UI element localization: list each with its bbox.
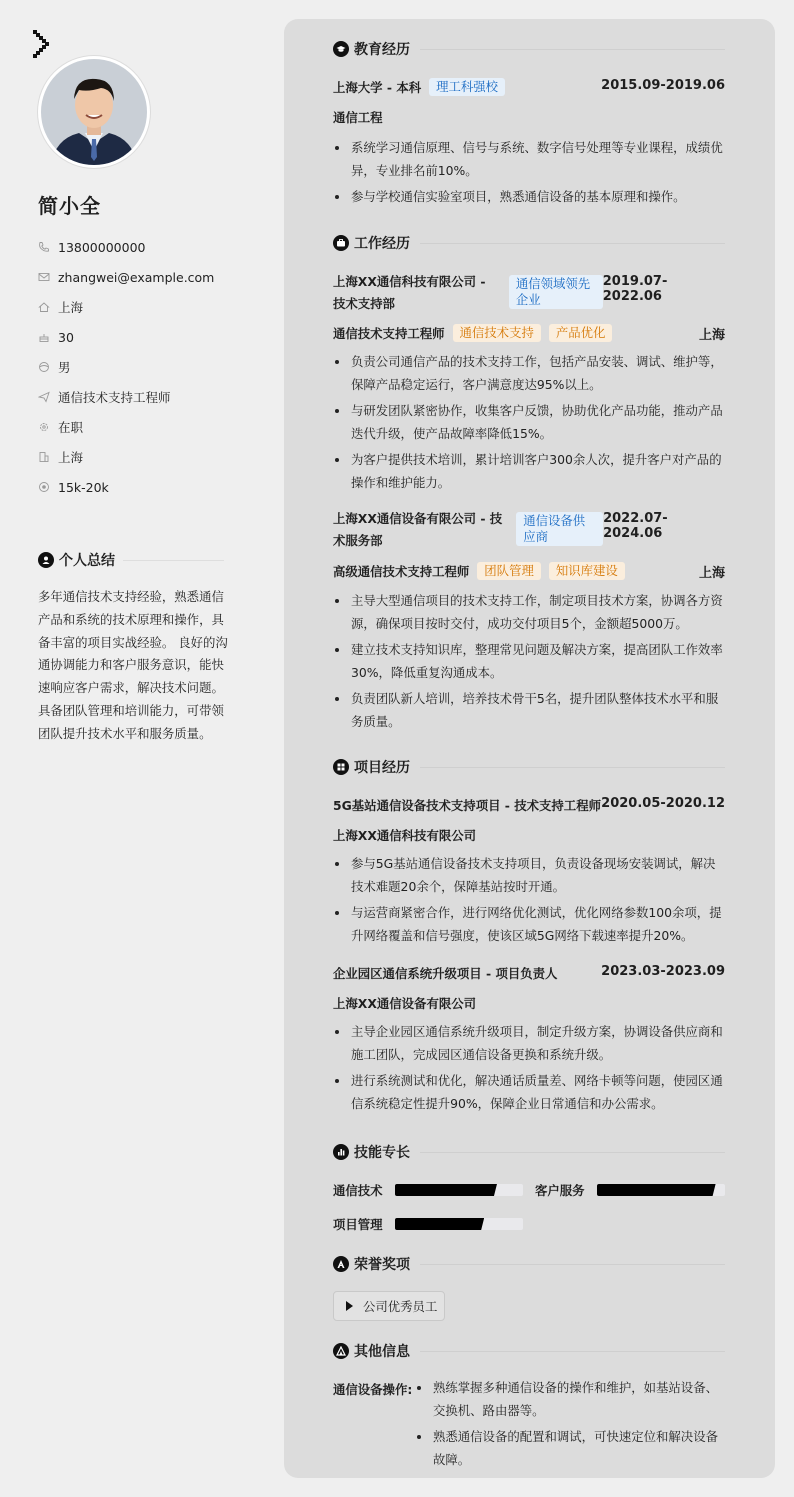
skills-title: 技能专长 xyxy=(354,1145,410,1161)
gender-item xyxy=(38,352,238,382)
building-icon xyxy=(38,451,50,463)
other-heading xyxy=(333,1341,725,1361)
job-date: 2019.07-2022.06 xyxy=(602,274,668,304)
briefcase-icon xyxy=(333,235,349,251)
project-name: 5G基站通信设备技术支持项目 - 技术支持工程师 xyxy=(333,798,601,813)
list-item: 与运营商紧密合作，进行网络优化测试，优化网络参数100余项，提升网络覆盖和信号强度，使该区域5G网络下载速率提升20%。 xyxy=(333,901,725,947)
company-name: 上海XX通信科技有限公司 - 技术支持部 xyxy=(333,274,486,311)
gender-icon xyxy=(38,361,50,373)
divider xyxy=(420,767,725,768)
salary-item xyxy=(38,472,238,502)
award-label: 公司优秀员工 xyxy=(363,1299,438,1314)
list-item: 系统学习通信原理、信号与系统、数字信号处理等专业课程，成绩优异，专业排名前10%。 xyxy=(333,136,725,182)
skill-bar-fill xyxy=(395,1218,485,1230)
project-row xyxy=(333,964,725,982)
award-item-button[interactable] xyxy=(333,1291,445,1321)
job-city: 上海 xyxy=(698,328,725,343)
project-name: 企业园区通信系统升级项目 - 项目负责人 xyxy=(333,966,558,981)
phone-icon xyxy=(38,241,50,253)
age-text: 30 xyxy=(58,329,74,345)
skill-bar-fill xyxy=(597,1184,716,1196)
city-item xyxy=(38,292,238,322)
list-item: 负责团队新人培训，培养技术骨干5名，提升团队整体技术水平和服务质量。 xyxy=(333,687,725,733)
work-heading xyxy=(333,233,725,253)
school-tag: 理工科强校 xyxy=(429,78,505,96)
other-title: 其他信息 xyxy=(354,1344,410,1360)
education-title: 教育经历 xyxy=(354,42,410,58)
skill-name: 客户服务 xyxy=(535,1183,585,1198)
job-bullets xyxy=(333,589,725,736)
list-item: 参与5G基站通信设备技术支持项目，负责设备现场安装调试，解决技术难题20余个，保障基站按时开通。 xyxy=(333,852,725,898)
divider xyxy=(420,1264,725,1265)
role-row xyxy=(333,562,725,581)
other-label: 通信设备操作: xyxy=(333,1382,413,1397)
divider xyxy=(420,243,725,244)
major-name: 通信工程 xyxy=(333,110,383,125)
project-company-row xyxy=(333,826,725,844)
profile-name: 简小全 xyxy=(38,194,101,218)
tent-icon xyxy=(333,1343,349,1359)
role-name: 高级通信技术支持工程师 xyxy=(333,564,470,579)
settings-icon xyxy=(38,421,50,433)
skill-bar xyxy=(395,1184,523,1196)
summary-text: 多年通信技术支持经验，熟悉通信产品和系统的技术原理和操作，具备丰富的项目实战经验。 良好的沟通协调能力和客户服务意识，能快速响应客户需求，解决技术问题。具备团队管理和培训能力，可带领团队提升技术水平和服务质量。 xyxy=(38,589,228,741)
status-text: 在职 xyxy=(58,420,84,435)
city-text: 上海 xyxy=(58,300,84,315)
awards-title: 荣誉奖项 xyxy=(354,1257,410,1273)
list-item: 主导大型通信项目的技术支持工作，制定项目技术方案，协调各方资源，确保项目按时交付，成功交付项目5个，金额超5000万。 xyxy=(333,589,725,635)
position-item xyxy=(38,382,238,412)
list-item: 熟练掌握多种通信设备的操作和维护，如基站设备、交换机、路由器等。 xyxy=(415,1376,725,1422)
contact-info-list xyxy=(38,232,238,502)
phone-item xyxy=(38,232,238,262)
job-date: 2022.07-2024.06 xyxy=(603,511,668,541)
role-name: 通信技术支持工程师 xyxy=(333,326,445,341)
project-company: 上海XX通信科技有限公司 xyxy=(333,828,477,843)
bar-chart-icon xyxy=(333,1144,349,1160)
award-icon xyxy=(333,1256,349,1272)
project-date: 2023.03-2023.09 xyxy=(601,964,725,979)
skill-name: 通信技术 xyxy=(333,1183,383,1198)
list-item: 进行系统测试和优化，解决通话质量差、网络卡顿等问题，使园区通信系统稳定性提升90%，保障企业日常通信和办公需求。 xyxy=(333,1069,725,1115)
gender-text: 男 xyxy=(58,360,71,375)
graduation-cap-icon xyxy=(333,41,349,57)
project-bullets xyxy=(333,1020,725,1118)
age-item xyxy=(38,322,238,352)
avatar xyxy=(38,56,150,168)
projects-title: 项目经历 xyxy=(354,760,410,776)
list-item: 负责公司通信产品的技术支持工作，包括产品安装、调试、维护等，保障产品稳定运行，客户满意度达95%以上。 xyxy=(333,350,725,396)
cake-icon xyxy=(38,331,50,343)
skill-tag: 产品优化 xyxy=(549,324,613,342)
education-bullets xyxy=(333,136,725,211)
job-bullets xyxy=(333,350,725,497)
job-city: 上海 xyxy=(698,566,725,581)
skill-bar xyxy=(597,1184,725,1196)
major-row xyxy=(333,108,725,126)
logo-icon xyxy=(33,30,51,60)
list-item: 参与学校通信实验室项目，熟悉通信设备的基本原理和操作。 xyxy=(333,185,725,208)
projects-heading xyxy=(333,757,725,777)
list-item: 为客户提供技术培训，累计培训客户300余人次，提升客户对产品的操作和维护能力。 xyxy=(333,448,725,494)
work-city-item xyxy=(38,442,238,472)
skill-item xyxy=(333,1215,523,1233)
job-row xyxy=(333,508,725,552)
education-heading xyxy=(333,39,725,59)
project-row xyxy=(333,796,725,814)
status-item xyxy=(38,412,238,442)
work-city-text: 上海 xyxy=(58,450,84,465)
play-icon xyxy=(346,1301,353,1311)
skill-name: 项目管理 xyxy=(333,1217,383,1232)
skill-bar xyxy=(395,1218,523,1230)
project-bullets xyxy=(333,852,725,950)
home-icon xyxy=(38,301,50,313)
grid-icon xyxy=(333,759,349,775)
list-item: 主导企业园区通信系统升级项目，制定升级方案，协调设备供应商和施工团队，完成园区通信设备更换和系统升级。 xyxy=(333,1020,725,1066)
salary-text: 15k-20k xyxy=(58,479,109,495)
company-tag: 通信领域领先企业 xyxy=(509,275,603,309)
school-name: 上海大学 - 本科 xyxy=(333,80,422,95)
summary-heading xyxy=(38,550,224,570)
skill-item xyxy=(535,1181,725,1199)
divider xyxy=(123,560,224,561)
divider xyxy=(420,1152,725,1153)
other-bullets xyxy=(415,1376,725,1474)
project-company-row xyxy=(333,994,725,1012)
phone-text: 13800000000 xyxy=(58,239,146,255)
user-icon xyxy=(38,552,54,568)
summary-title: 个人总结 xyxy=(59,553,115,569)
company-tag: 通信设备供应商 xyxy=(516,512,603,546)
divider xyxy=(420,1351,725,1352)
position-text: 通信技术支持工程师 xyxy=(58,390,171,405)
skill-bar-fill xyxy=(395,1184,497,1196)
company-name: 上海XX通信设备有限公司 - 技术服务部 xyxy=(333,511,503,548)
job-row xyxy=(333,271,725,315)
education-date: 2015.09-2019.06 xyxy=(601,78,725,93)
send-icon xyxy=(38,391,50,403)
list-item: 熟悉通信设备的配置和调试，可快速定位和解决设备故障。 xyxy=(415,1425,725,1471)
list-item: 与研发团队紧密协作，收集客户反馈，协助优化产品功能，推动产品迭代升级，使产品故障率降低15%。 xyxy=(333,399,725,445)
project-company: 上海XX通信设备有限公司 xyxy=(333,996,477,1011)
work-title: 工作经历 xyxy=(354,236,410,252)
skill-tag: 通信技术支持 xyxy=(453,324,541,342)
coin-icon xyxy=(38,481,50,493)
skill-tag: 知识库建设 xyxy=(549,562,625,580)
list-item: 建立技术支持知识库，整理常见问题及解决方案，提高团队工作效率30%，降低重复沟通成本。 xyxy=(333,638,725,684)
email-item xyxy=(38,262,238,292)
skill-item xyxy=(333,1181,523,1199)
skill-tag: 团队管理 xyxy=(477,562,541,580)
education-row xyxy=(333,78,725,96)
skills-heading xyxy=(333,1142,725,1162)
mail-icon xyxy=(38,271,50,283)
divider xyxy=(420,49,725,50)
awards-heading xyxy=(333,1254,725,1274)
role-row xyxy=(333,324,725,343)
email-text: zhangwei@example.com xyxy=(58,269,215,285)
project-date: 2020.05-2020.12 xyxy=(601,796,725,811)
